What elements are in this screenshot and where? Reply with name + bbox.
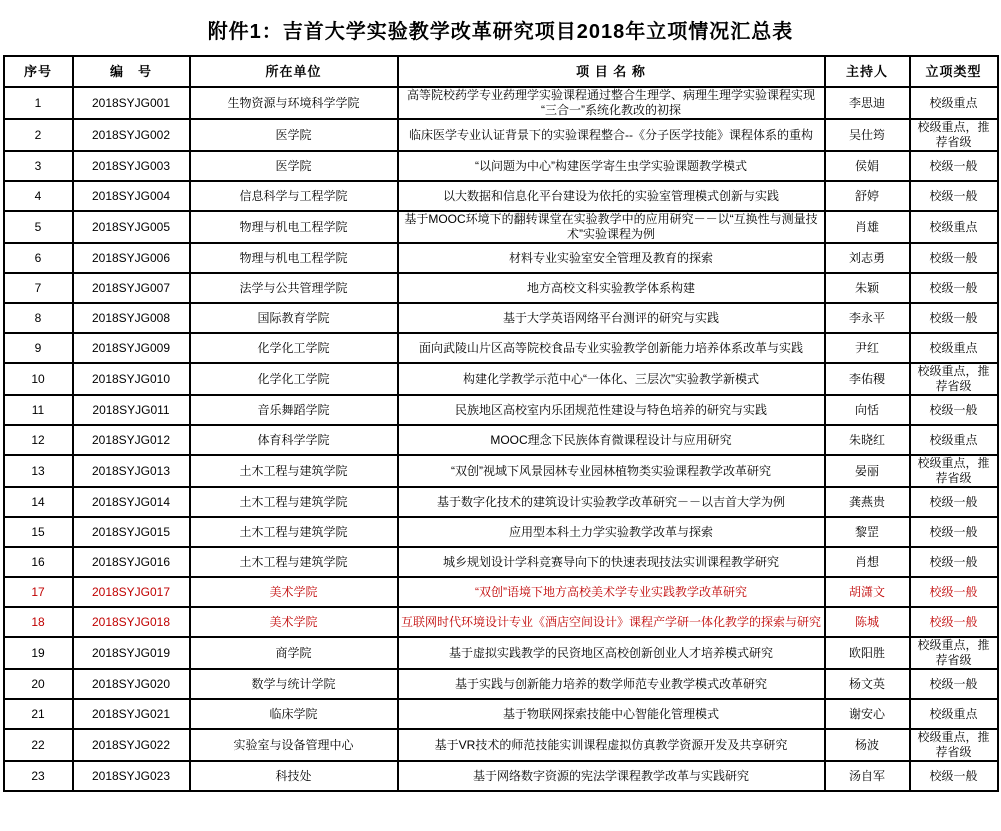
cell-leader: 晏丽 (825, 455, 910, 487)
cell-unit: 信息科学与工程学院 (190, 181, 398, 211)
cell-project-title: 以大数据和信息化平台建设为依托的实验室管理模式创新与实践 (398, 181, 825, 211)
cell-approval-type: 校级一般 (910, 577, 998, 607)
cell-unit: 医学院 (190, 151, 398, 181)
table-row (4, 87, 998, 119)
cell-serial-number: 21 (4, 699, 73, 729)
cell-project-title: “双创”语境下地方高校美术学专业实践教学改革研究 (398, 577, 825, 607)
cell-project-title: 基于VR技术的师范技能实训课程虚拟仿真教学资源开发及共享研究 (398, 729, 825, 761)
cell-project-code: 2018SYJG014 (73, 487, 190, 517)
cell-serial-number: 4 (4, 181, 73, 211)
cell-serial-number: 15 (4, 517, 73, 547)
header-leader: 主持人 (825, 56, 910, 87)
cell-unit: 商学院 (190, 637, 398, 669)
cell-approval-type: 校级一般 (910, 487, 998, 517)
cell-leader: 肖想 (825, 547, 910, 577)
table-row (4, 119, 998, 151)
cell-unit: 土木工程与建筑学院 (190, 455, 398, 487)
cell-serial-number: 17 (4, 577, 73, 607)
cell-project-title: 基于网络数字资源的宪法学课程教学改革与实践研究 (398, 761, 825, 791)
cell-serial-number: 16 (4, 547, 73, 577)
projects-table (3, 55, 999, 792)
cell-project-title: 基于虚拟实践教学的民资地区高校创新创业人才培养模式研究 (398, 637, 825, 669)
cell-project-title: 城乡规划设计学科竞赛导向下的快速表现技法实训课程教学研究 (398, 547, 825, 577)
cell-leader: 陈城 (825, 607, 910, 637)
table-row (4, 637, 998, 669)
document-title: 附件1：吉首大学实验教学改革研究项目2018年立项情况汇总表 (207, 21, 794, 43)
cell-project-code: 2018SYJG020 (73, 669, 190, 699)
table-body (4, 87, 998, 791)
table-row (4, 273, 998, 303)
cell-project-code: 2018SYJG023 (73, 761, 190, 791)
cell-project-code: 2018SYJG002 (73, 119, 190, 151)
cell-approval-type: 校级重点，推荐省级 (910, 637, 998, 669)
cell-unit: 物理与机电工程学院 (190, 211, 398, 243)
cell-unit: 实验室与设备管理中心 (190, 729, 398, 761)
cell-approval-type: 校级重点 (910, 333, 998, 363)
cell-leader: 谢安心 (825, 699, 910, 729)
cell-serial-number: 8 (4, 303, 73, 333)
cell-leader: 刘志勇 (825, 243, 910, 273)
cell-project-code: 2018SYJG016 (73, 547, 190, 577)
cell-leader: 吴仕筠 (825, 119, 910, 151)
cell-project-title: 构建化学教学示范中心“一体化、三层次”实验教学新模式 (398, 363, 825, 395)
cell-leader: 李思迪 (825, 87, 910, 119)
cell-approval-type: 校级一般 (910, 607, 998, 637)
cell-approval-type: 校级重点，推荐省级 (910, 455, 998, 487)
table-row (4, 669, 998, 699)
header-project-title: 项 目 名 称 (398, 56, 825, 87)
cell-leader: 朱颖 (825, 273, 910, 303)
cell-project-code: 2018SYJG008 (73, 303, 190, 333)
cell-project-title: “以问题为中心”构建医学寄生虫学实验课题教学模式 (398, 151, 825, 181)
cell-leader: 汤自军 (825, 761, 910, 791)
table-row (4, 517, 998, 547)
header-unit: 所在单位 (190, 56, 398, 87)
cell-project-code: 2018SYJG006 (73, 243, 190, 273)
cell-leader: 肖雄 (825, 211, 910, 243)
cell-serial-number: 9 (4, 333, 73, 363)
cell-project-title: 地方高校文科实验教学体系构建 (398, 273, 825, 303)
cell-project-code: 2018SYJG005 (73, 211, 190, 243)
cell-project-code: 2018SYJG017 (73, 577, 190, 607)
table-row (4, 181, 998, 211)
cell-project-code: 2018SYJG001 (73, 87, 190, 119)
cell-serial-number: 23 (4, 761, 73, 791)
cell-unit: 土木工程与建筑学院 (190, 517, 398, 547)
cell-approval-type: 校级重点，推荐省级 (910, 363, 998, 395)
cell-approval-type: 校级重点 (910, 211, 998, 243)
cell-project-title: 面向武陵山片区高等院校食品专业实验教学创新能力培养体系改革与实践 (398, 333, 825, 363)
table-row (4, 243, 998, 273)
cell-project-code: 2018SYJG003 (73, 151, 190, 181)
cell-approval-type: 校级一般 (910, 273, 998, 303)
header-project-code: 编 号 (73, 56, 190, 87)
table-row (4, 699, 998, 729)
cell-leader: 尹红 (825, 333, 910, 363)
cell-project-code: 2018SYJG011 (73, 395, 190, 425)
table-header-row (4, 56, 998, 87)
cell-serial-number: 20 (4, 669, 73, 699)
cell-project-code: 2018SYJG007 (73, 273, 190, 303)
cell-serial-number: 11 (4, 395, 73, 425)
cell-approval-type: 校级重点 (910, 425, 998, 455)
cell-project-title: 应用型本科土力学实验教学改革与探索 (398, 517, 825, 547)
table-row (4, 577, 998, 607)
cell-unit: 体育科学学院 (190, 425, 398, 455)
cell-approval-type: 校级一般 (910, 761, 998, 791)
cell-project-code: 2018SYJG022 (73, 729, 190, 761)
table-row (4, 211, 998, 243)
cell-project-title: 基于大学英语网络平台测评的研究与实践 (398, 303, 825, 333)
cell-leader: 胡潇文 (825, 577, 910, 607)
table-row (4, 333, 998, 363)
cell-serial-number: 7 (4, 273, 73, 303)
cell-leader: 龚燕贵 (825, 487, 910, 517)
cell-serial-number: 19 (4, 637, 73, 669)
cell-approval-type: 校级一般 (910, 395, 998, 425)
cell-approval-type: 校级一般 (910, 151, 998, 181)
cell-project-code: 2018SYJG015 (73, 517, 190, 547)
cell-leader: 欧阳胜 (825, 637, 910, 669)
cell-leader: 杨文英 (825, 669, 910, 699)
cell-approval-type: 校级一般 (910, 243, 998, 273)
cell-serial-number: 3 (4, 151, 73, 181)
cell-unit: 医学院 (190, 119, 398, 151)
cell-serial-number: 5 (4, 211, 73, 243)
cell-serial-number: 12 (4, 425, 73, 455)
cell-project-title: MOOC理念下民族体育微课程设计与应用研究 (398, 425, 825, 455)
cell-project-title: “双创”视域下风景园林专业园林植物类实验课程教学改革研究 (398, 455, 825, 487)
cell-approval-type: 校级一般 (910, 669, 998, 699)
cell-serial-number: 2 (4, 119, 73, 151)
table-row (4, 761, 998, 791)
cell-approval-type: 校级重点，推荐省级 (910, 729, 998, 761)
cell-project-title: 基于MOOC环境下的翻转课堂在实验教学中的应用研究－－以“互换性与测量技术”实验课程为例 (398, 211, 825, 243)
cell-leader: 李佑稷 (825, 363, 910, 395)
cell-project-title: 高等院校药学专业药理学实验课程通过整合生理学、病理生理学实验课程实现“三合一”系统化教改的初探 (398, 87, 825, 119)
cell-leader: 李永平 (825, 303, 910, 333)
cell-project-title: 民族地区高校室内乐团规范性建设与特色培养的研究与实践 (398, 395, 825, 425)
cell-unit: 土木工程与建筑学院 (190, 547, 398, 577)
cell-project-title: 基于数字化技术的建筑设计实验教学改革研究－－以吉首大学为例 (398, 487, 825, 517)
cell-leader: 侯娟 (825, 151, 910, 181)
table-row (4, 547, 998, 577)
table-row (4, 151, 998, 181)
cell-serial-number: 14 (4, 487, 73, 517)
cell-unit: 化学化工学院 (190, 333, 398, 363)
table-row (4, 455, 998, 487)
cell-unit: 化学化工学院 (190, 363, 398, 395)
cell-project-code: 2018SYJG012 (73, 425, 190, 455)
cell-project-code: 2018SYJG021 (73, 699, 190, 729)
cell-unit: 科技处 (190, 761, 398, 791)
cell-leader: 舒婷 (825, 181, 910, 211)
table-row (4, 607, 998, 637)
cell-serial-number: 1 (4, 87, 73, 119)
cell-approval-type: 校级一般 (910, 181, 998, 211)
cell-unit: 数学与统计学院 (190, 669, 398, 699)
cell-unit: 土木工程与建筑学院 (190, 487, 398, 517)
table-row (4, 303, 998, 333)
cell-serial-number: 13 (4, 455, 73, 487)
cell-unit: 美术学院 (190, 577, 398, 607)
cell-project-code: 2018SYJG013 (73, 455, 190, 487)
cell-unit: 法学与公共管理学院 (190, 273, 398, 303)
cell-unit: 音乐舞蹈学院 (190, 395, 398, 425)
cell-project-title: 基于物联网探索技能中心智能化管理模式 (398, 699, 825, 729)
cell-leader: 杨波 (825, 729, 910, 761)
cell-approval-type: 校级重点 (910, 699, 998, 729)
cell-project-code: 2018SYJG009 (73, 333, 190, 363)
cell-project-code: 2018SYJG010 (73, 363, 190, 395)
cell-leader: 朱晓红 (825, 425, 910, 455)
cell-project-code: 2018SYJG019 (73, 637, 190, 669)
cell-unit: 物理与机电工程学院 (190, 243, 398, 273)
cell-serial-number: 22 (4, 729, 73, 761)
cell-unit: 国际教育学院 (190, 303, 398, 333)
cell-approval-type: 校级一般 (910, 517, 998, 547)
table-row (4, 363, 998, 395)
cell-leader: 向恬 (825, 395, 910, 425)
cell-approval-type: 校级重点 (910, 87, 998, 119)
table-row (4, 395, 998, 425)
cell-serial-number: 6 (4, 243, 73, 273)
cell-approval-type: 校级一般 (910, 303, 998, 333)
cell-project-title: 基于实践与创新能力培养的数学师范专业教学模式改革研究 (398, 669, 825, 699)
cell-unit: 临床学院 (190, 699, 398, 729)
cell-project-code: 2018SYJG018 (73, 607, 190, 637)
cell-unit: 生物资源与环境科学学院 (190, 87, 398, 119)
header-approval-type: 立项类型 (910, 56, 998, 87)
cell-serial-number: 18 (4, 607, 73, 637)
cell-serial-number: 10 (4, 363, 73, 395)
cell-unit: 美术学院 (190, 607, 398, 637)
table-row (4, 425, 998, 455)
table-row (4, 487, 998, 517)
cell-approval-type: 校级重点，推荐省级 (910, 119, 998, 151)
cell-project-title: 临床医学专业认证背景下的实验课程整合--《分子医学技能》课程体系的重构 (398, 119, 825, 151)
cell-approval-type: 校级一般 (910, 547, 998, 577)
table-row (4, 729, 998, 761)
cell-leader: 黎罡 (825, 517, 910, 547)
cell-project-title: 互联网时代环境设计专业《酒店空间设计》课程产学研一体化教学的探索与研究 (398, 607, 825, 637)
header-serial-number: 序号 (4, 56, 73, 87)
cell-project-title: 材料专业实验室安全管理及教育的探索 (398, 243, 825, 273)
cell-project-code: 2018SYJG004 (73, 181, 190, 211)
